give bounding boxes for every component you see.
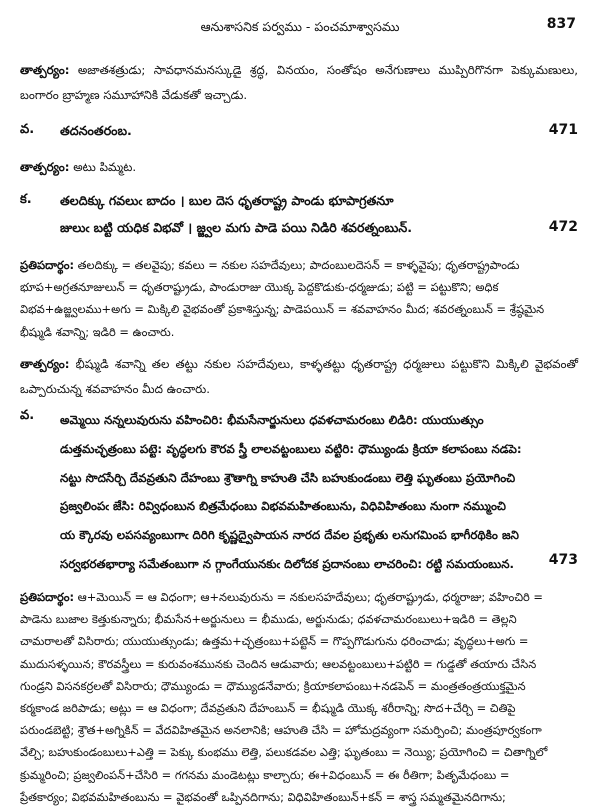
tatparyam-2-text: అటు పిమ్మట. <box>73 160 137 174</box>
verse-472-line-2: జులుఁ బట్టి యధిక విభవో । జ్జ్వల మగు పాడె పయి నిడిరి శవరత్నంబున్. <box>60 220 412 235</box>
verse-473-number: 473 <box>548 552 578 568</box>
verse-type-mark: క. <box>20 192 32 207</box>
tatparyam-1 <box>20 58 578 107</box>
tatparyam-2: తాత్పర్యం: అటు పిమ్మట. <box>20 160 137 174</box>
verse-type-mark: వ. <box>20 408 35 423</box>
pratipadartham-472: ప్రతిపదార్థం: తలదిక్కు = తలవైపు; కవలు = నకుల సహదేవులు; పాదంబులదెసన్ = కాళ్ళవైపు; ధృతరాష్ట్రపాండు భూప+అగ్రతనూజులున్ = ధృతరాష్ట్రుడు, పాండురాజు యొక్క పెద్దకొడుకు-ధర్మజుడు; పట్టి = పట్టుకొని; అధిక విభవ+ఉజ్జ్వలము+అగు = మిక్కిలి వైభవంతో ప్రకాశిస్తున్న; పాడెపయిన్ = శవవాహనం మీద; శవరత్నంబున్ = శ్రేష్ఠమైన భీష్ముడి శవాన్ని; ఇడిరి = ఉంచారు. <box>20 258 545 339</box>
running-title: ఆనుశాసనిక పర్వము - పంచమాశ్వాసము <box>200 19 400 34</box>
verse-472 <box>20 192 578 244</box>
verse-471 <box>20 122 578 146</box>
tatparyam-label: తాత్పర్యం: <box>20 63 70 77</box>
pratipadartham-label: ప్రతిపదార్థం: <box>20 258 75 272</box>
verse-471-text: తదనంతరంబ. <box>60 123 132 138</box>
verse-472-line-1: తలదిక్కు గవలుఁ బాదం । బుల దెస ధృతరాష్ట్ర పాండు భూపాగ్రతనూ <box>60 193 394 208</box>
tatparyam-3: తాత్పర్యం: భీష్ముడి శవాన్ని తల తట్టు నకుల సహదేవులు, కాళ్ళతట్టు ధృతరాష్ట్ర ధర్మజులు పట్టుకొని మిక్కిలి వైభవంతో ఒప్పారుచున్న శవవాహనం మీద ఉంచారు. <box>20 357 578 396</box>
verse-type-mark: వ. <box>20 122 35 137</box>
pratipadartham-473: ప్రతిపదార్థం: ఆ+మెయిన్ = ఆ విధంగా; ఆ+నలువురును = నకులసహదేవులు; ధృతరాష్ట్రుడు, ధర్మరాజు; వహించిరి = పాడెను బుజాల కెత్తుకున్నారు; భీమసేన+అర్జునులు = భీముడు, అర్జునుడు; ధవళచామరంబులు+ఇడిరి = తెల్లని చామరాలతో విసిరారు; యుయుత్సుండు; ఉత్తమ+చ్ఛత్రంబు+పట్టెన్ = గొప్పగొడుగును ధరించాడు; వృద్ధలు+అగు = ముదుసళ్ళయిన; కౌరవస్త్రీలు = కురువంశమునకు చెందిన ఆడువారు; ఆలవట్టంబులు+పట్టిరి = గుడ్డతో తయారు చేసిన గుండ్రని విసనకర్రలతో విసిరారు; ధౌమ్యుండు = ధౌమ్యుడనేవారు; క్రియాకలాపంబు+నడపెన్ = మంత్రతంత్రయుక్తమైన కర్మకాండ జరిపాడు; అట్లు = ఆ విధంగా; దేవవ్రతుని దేహంబున్ = భీష్ముడి యొక్క శరీరాన్ని; సొద+చేర్చి = చితిపై పరుండబెట్టి; శ్రౌత+అగ్నికిన్ = వేదవిహితమైన అనలానికి; ఆహుతి చేసి = హోమద్రవ్యంగా సమర్పించి; మంత్రపూర్వకంగా వేల్చి; బహుకుండంబులు+ఎత్తి = పెక్కు కుంభము లెత్తి, పలుకడవల ఎత్తి; ఘృతంబు = నెయ్యి; ప్రయోగించి = చితాగ్నిలో క్రుమ్మరించి; ప్రజ్వలింపన్+చేసిరి = గగనమ మండెటట్లు కాల్చారు; ఈ+విధంబున్ = ఈ రీతిగా; పితృమేధంబు = ప్రేతకార్యం; విభవమహితంబును = వైభవంతో ఒప్పినదిగాను; విధివిహితంబున్+కన్ = శాస్త్ర సమ్మతమైనదిగాను; <box>20 590 548 804</box>
verse-472-number: 472 <box>548 219 578 235</box>
verse-473-text: అమ్మెయి నన్నలువురును వహించిరి: భీమసేనార్జునులు ధవళచామరంబు లిడిరి: యుయుత్సుం డుత్తమచ్ఛత్రంబు పట్టె: వృద్ధలగు కౌరవ స్త్రీ లాలవట్టంబులు వట్టిరి: ధౌమ్యుండు క్రియా కలాపంబు నడపె: నట్టు సొదసేర్చి దేవవ్రతుని దేహంబు శ్రౌతాగ్ని కాహుతి చేసి బహుకుండంబు లెత్తి ఘృతంబు ప్రయోగించి ప్రజ్వలింపఁ జేసి: రివ్విధంబున బిత్రమేధంబు విభవమహితంబును, విధివిహితంబు నుంగా నమ్ముంచి య క్కౌరవు లపసవ్యంబుగాఁ దిరిగి కృష్ణద్వైపాయన నారద దేవల ప్రభృతు లనుగమింప భాగీరథికిం జని సర్వభరతభార్యా సమేతంబుగా న గ్గాంగేయునకుఁ దిలోదక ప్రదానంబు లాచరించి: రట్టి సమయంబున. <box>60 413 522 571</box>
tatparyam-1-text: అజాతశత్రుడు; సావధానమనస్కుడై శ్రద్ధ, వినయం, సంతోషం అనేగుణాలు ముప్పిరిగొనగా పెక్కుమణులు, బంగారం బ్రాహ్మణ సమూహానికి వేడుకతో ఇచ్చాడు. <box>20 63 578 102</box>
verse-471-number: 471 <box>548 122 578 138</box>
verse-473-number-row <box>20 552 578 574</box>
tatparyam-3-text: భీష్ముడి శవాన్ని తల తట్టు నకుల సహదేవులు, కాళ్ళతట్టు ధృతరాష్ట్ర ధర్మజులు పట్టుకొని మిక్కిలి వైభవంతో ఒప్పారుచున్న శవవాహనం మీద ఉంచారు. <box>20 357 578 396</box>
page-header <box>0 16 600 36</box>
page-number: 837 <box>546 16 576 32</box>
